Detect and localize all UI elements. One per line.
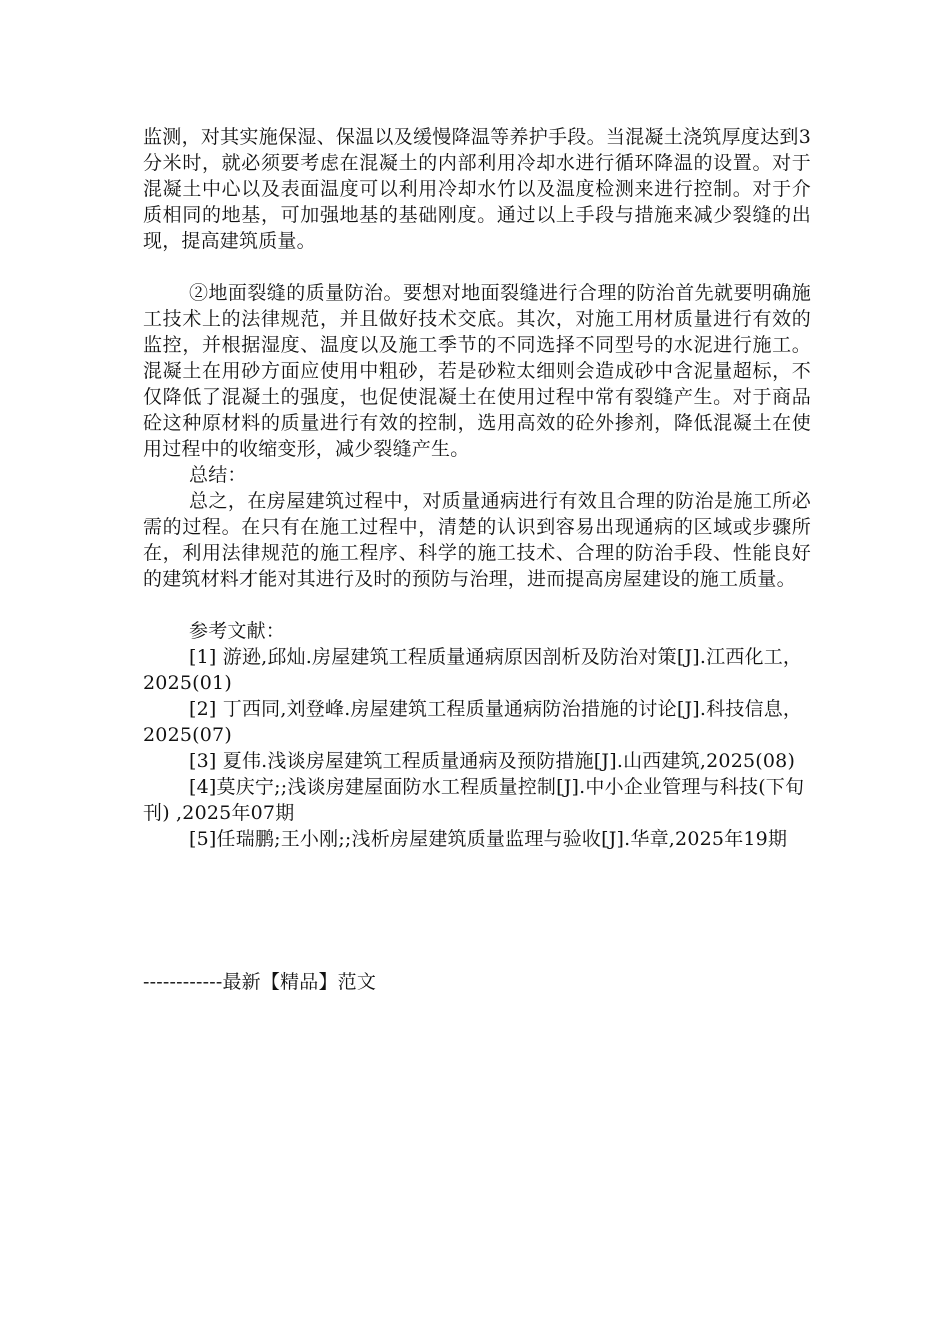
footer-tagline: ------------最新【精品】范文 (143, 971, 377, 993)
reference-item: [1] 游逊,邱灿.房屋建筑工程质量通病原因剖析及防治对策[J].江西化工，2025(01) (143, 646, 803, 694)
reference-item: [3] 夏伟.浅谈房屋建筑工程质量通病及预防措施[J].山西建筑,2025(08) (189, 750, 796, 772)
reference-item: [2] 丁西同,刘登峰.房屋建筑工程质量通病防治措施的讨论[J].科技信息，2025(07) (143, 698, 803, 746)
paragraph-gap (143, 592, 811, 618)
body-paragraph-1: 监测，对其实施保湿、保温以及缓慢降温等养护手段。当混凝土浇筑厚度达到3分米时，就必须要考虑在混凝土的内部利用冷却水进行循环降温的设置。对于混凝土中心以及表面温度可以利用冷却水竹以及温度检测来进行控制。对于介质相同的地基，可加强地基的基础刚度。通过以上手段与措施来减少裂缝的出现，提高建筑质量。 (143, 126, 811, 252)
paragraph-gap (143, 254, 811, 280)
summary-heading: 总结： (189, 464, 247, 486)
references-heading: 参考文献： (189, 620, 286, 642)
document-page (143, 124, 811, 852)
body-paragraph-2: ②地面裂缝的质量防治。要想对地面裂缝进行合理的防治首先就要明确施工技术上的法律规范，并且做好技术交底。其次，对施工用材质量进行有效的监控，并根据湿度、温度以及施工季节的不同选择不同型号的水泥进行施工。混凝土在用砂方面应使用中粗砂，若是砂粒太细则会造成砂中含泥量超标，不仅降低了混凝土的强度，也促使混凝土在使用过程中常有裂缝产生。对于商品砼这种原材料的质量进行有效的控制，选用高效的砼外掺剂，降低混凝土在使用过程中的收缩变形，减少裂缝产生。 (143, 282, 811, 460)
reference-item: [5]任瑞鹏;王小刚;;浅析房屋建筑质量监理与验收[J].华章,2025年19期 (189, 828, 788, 850)
references-section (143, 618, 811, 852)
reference-item: [4]莫庆宁;;浅谈房建屋面防水工程质量控制[J].中小企业管理与科技(下旬刊) ,2025年07期 (143, 776, 805, 824)
body-paragraph-3: 总之，在房屋建筑过程中，对质量通病进行有效且合理的防治是施工所必需的过程。在只有在施工过程中，清楚的认识到容易出现通病的区域或步骤所在，利用法律规范的施工程序、科学的施工技术、合理的防治手段、性能良好的建筑材料才能对其进行及时的预防与治理，进而提高房屋建设的施工质量。 (143, 490, 811, 590)
